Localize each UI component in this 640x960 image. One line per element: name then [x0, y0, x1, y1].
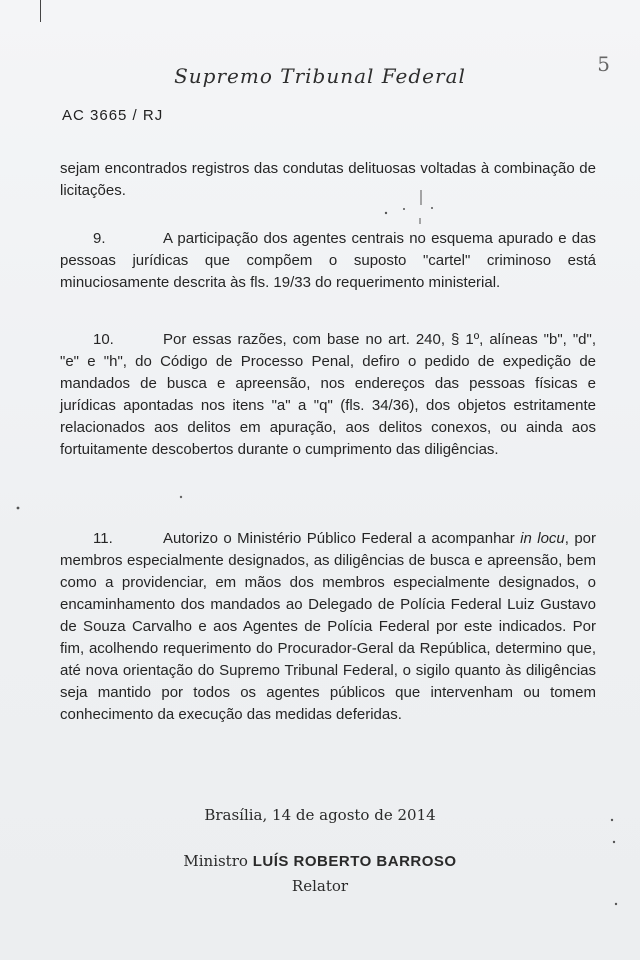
page-mark: 5	[597, 52, 610, 76]
paragraph-number: 10.	[93, 331, 114, 348]
paragraph-text: A participação dos agentes centrais no esquema apurado e das pessoas jurídicas que compõem o suposto "cartel" criminoso está minuciosamente descrita às fls. 19/33 do requerimento ministerial.	[60, 230, 596, 291]
paragraph-continuation	[60, 158, 596, 202]
signer-role: Relator	[291, 877, 349, 895]
date-line: Brasília, 14 de agosto de 2014	[204, 806, 436, 824]
paragraph-text-end: , por membros especialmente designados, as diligências de busca e apreensão, bem como a providenciar, em mãos dos membros especialmente designados, o encaminhamento dos mandados ao Delegado de Polícia Federal Luiz Gustavo de Souza Carvalho e aos Agentes de Polícia Federal por este indicados. Por fim, acolhendo requerimento do Procurador-Geral da República, determino que, até nova orientação do Supremo Tribunal Federal, o sigilo quanto às diligências seja mantido por todos os agentes públicos que intervenham ou tomem conhecimento da execução das medidas deferidas.	[60, 530, 596, 723]
paragraph-10	[60, 329, 596, 461]
paragraph-italic-term: in locu	[520, 530, 565, 547]
court-header: Supremo Tribunal Federal	[174, 64, 466, 88]
paragraph-number: 11.	[93, 530, 113, 547]
signer-name: LUÍS ROBERTO BARROSO	[252, 853, 457, 870]
paragraph-text: Por essas razões, com base no art. 240, § 1º, alíneas "b", "d", "e" e "h", do Código de Processo Penal, defiro o pedido de expedição de mandados de busca e apreensão, nos endereços das pessoas físicas e jurídicas apontadas nos itens "a" a "q" (fls. 34/36), dos objetos estritamente relacionados aos delitos em apuração, aos delitos conexos, ou ainda aos fortuitamente descobertos durante o cumprimento das diligências.	[60, 331, 596, 458]
scan-edge-mark	[40, 0, 41, 22]
paragraph-text-start: Autorizo o Ministério Público Federal a acompanhar	[163, 530, 521, 547]
case-reference: AC 3665 / RJ	[62, 107, 164, 124]
signature-block	[0, 852, 640, 870]
paragraph-text: sejam encontrados registros das condutas delituosas voltadas à combinação de licitações.	[60, 160, 596, 199]
paragraph-9	[60, 228, 596, 294]
signer-prefix: Ministro	[183, 852, 248, 870]
paragraph-number: 9.	[93, 230, 106, 247]
paragraph-11	[60, 528, 596, 726]
